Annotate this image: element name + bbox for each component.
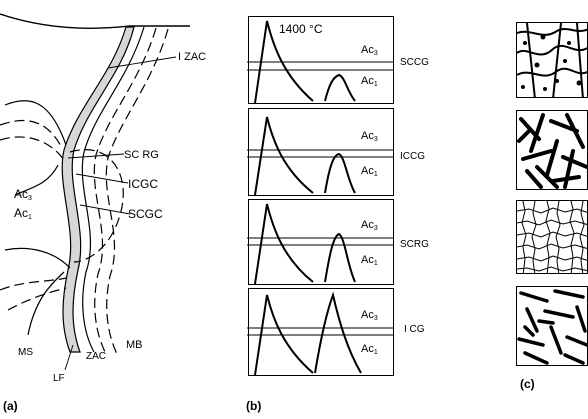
ac1-label-sccg: $Ac_1$ (361, 75, 378, 88)
cycle-label-sccg: SCCG (400, 57, 429, 68)
micrograph-sccg (516, 22, 588, 98)
cycle-curve-scrg (247, 198, 393, 284)
label-zac: ZAC (86, 351, 106, 362)
cycle-panel-scrg (248, 199, 394, 285)
caption-c: (c) (520, 377, 535, 391)
ac3-label-sccg: $Ac_3$ (361, 44, 378, 57)
weld-surface-curve (0, 14, 130, 28)
caption-a: (a) (3, 399, 18, 413)
cycle-panel-sccg (248, 16, 394, 104)
haz-dashed-curve-2 (106, 29, 168, 356)
ac3-label-icg: $Ac_3$ (361, 309, 378, 322)
temp-label-1400: 1400 °C (279, 22, 323, 36)
dashed-left-2 (0, 137, 64, 160)
caption-b: (b) (246, 399, 262, 413)
dashed-left-1 (0, 120, 62, 148)
label-icgc: ICGC (128, 177, 158, 191)
label-ms: MS (18, 347, 33, 358)
label-scrg: SC RG (124, 149, 159, 161)
cycle-panel-iccg (248, 108, 394, 196)
ac1-label-scrg: $Ac_1$ (361, 254, 378, 267)
label-lf: LF (53, 373, 65, 384)
micrograph-icg (516, 286, 588, 366)
label-scgc: SCGC (128, 207, 163, 221)
label-mb: MB (126, 339, 143, 351)
micrograph-sccg-texture (517, 23, 588, 98)
ac3-label-iccg: $Ac_3$ (361, 130, 378, 143)
micrograph-scrg-texture (517, 201, 588, 274)
micrograph-iccg-texture (517, 111, 588, 190)
ac3-label-scrg: $Ac_3$ (361, 219, 378, 232)
micrograph-icg-texture (517, 287, 588, 366)
ac1-label-iccg: $Ac_1$ (361, 165, 378, 178)
micrograph-iccg (516, 110, 588, 190)
cycle-curve-iccg (247, 107, 393, 195)
bead-boundary-4 (28, 272, 64, 335)
cycle-label-iccg: ICCG (400, 151, 425, 162)
bead-boundary-3 (5, 248, 70, 268)
ac1-label-icg: $Ac_1$ (361, 343, 378, 356)
cycle-label-scrg: SCRG (400, 239, 429, 250)
label-ac1-weld: $Ac_1$ (14, 206, 32, 221)
cycle-curve-icg (247, 287, 393, 375)
label-ac3-weld: $Ac_3$ (14, 187, 32, 202)
label-izac: I ZAC (178, 51, 207, 63)
micrograph-scrg (516, 200, 588, 274)
cycle-label-icg: I CG (404, 324, 425, 335)
cycle-panel-icg (248, 288, 394, 376)
